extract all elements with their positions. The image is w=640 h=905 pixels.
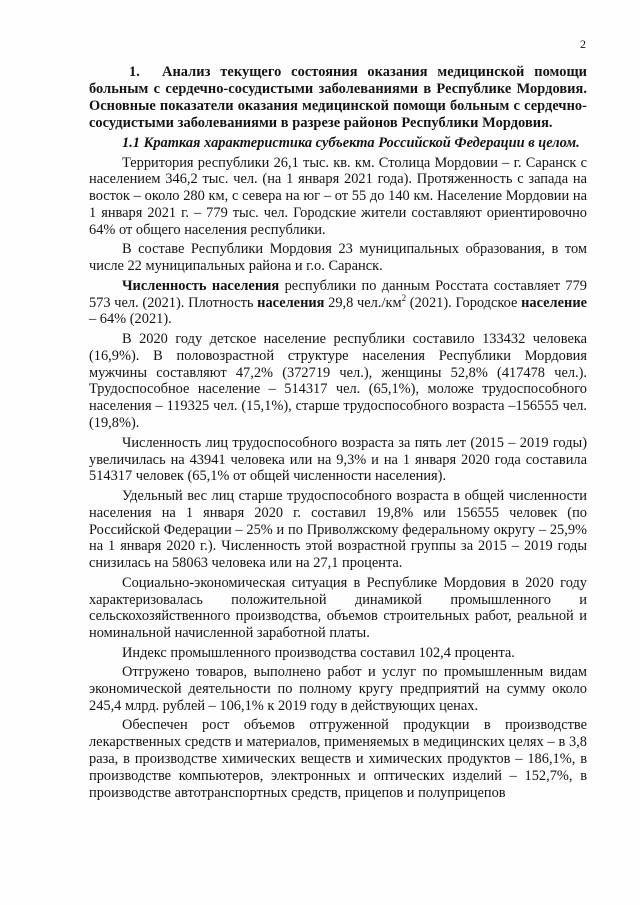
document-body [89,64,587,804]
paragraph-industrial-index: Индекс промышленного производства составил 102,4 процента. [122,644,515,661]
paragraph-shipped-goods: Отгружено товаров, выполнено работ и услуг по промышленным видам экономической деятельности по полному кругу предприятий на сумму около 245,4 млрд. рублей – 106,1% к 2019 году в действующих ценах. [89,663,587,714]
page-number: 2 [580,37,586,51]
paragraph-elderly: Удельный вес лиц старше трудоспособного возраста в общей численности населения на 1 января 2020 г. составил 19,8% или 156555 человек (по Российской Федерации – 25% и по Приволжскому федеральному округу – 25,9% на 1 января 2020 г.). Численность этой возрастной группы за 2015 – 2019 годы снизилась на 58063 человека или на 27,1 процента. [89,487,587,572]
paragraph-territory: Территория республики 26,1 тыс. кв. км. Столица Мордовии – г. Саранск с населением 346,2 тыс. чел. (на 1 января 2021 года). Протяженность с запада на восток – около 280 км, с севера на юг – от 55 до 140 км. Население Мордовии на 1 января 2021 г. – 779 тыс. чел. Городские жители составляют ориентировочно 64% от общего населения республики. [89,154,587,239]
population-text-1: республики по данным Росстата составляет 779 573 чел. (2021). Плотность [89,277,587,311]
subsection-heading: 1.1 Краткая характеристика субъекта Российской Федерации в целом. [122,134,580,151]
population-text-2: 29,8 чел./км [324,294,402,311]
paragraph-municipalities: В составе Республики Мордовия 23 муниципальных образования, в том числе 22 муниципальных района и г.о. Саранск. [89,241,587,275]
superscript-2: 2 [401,292,407,303]
paragraph-economy: Социально-экономическая ситуация в Республике Мордовия в 2020 году характеризовалась положительной динамикой промышленного и сельскохозяйственного производства, объемов строительных работ, реальной и номинальной начисленной заработной платы. [89,574,587,642]
section-number: 1. [129,64,140,80]
paragraph-working-age: Численность лиц трудоспособного возраста за пять лет (2015 – 2019 годы) увеличилась на 43941 человека или на 9,3% и на 1 января 2020 года составила 514317 человек (65,1% от общей численности населения). [89,434,587,485]
urban-term: население [521,294,587,311]
population-text-4: – 64% (2021). [89,311,172,328]
section-heading [89,64,587,132]
density-term: населения [257,294,325,311]
population-term: Численность населения [122,277,280,294]
section-title: Анализ текущего состояния оказания медицинской помощи больным с сердечно-сосудистыми заболеваниями в Республике Мордовия. Основные показатели оказания медицинской помощи больным с сердечно-сосудистыми заболеваниями в разрезе районов Республики Мордовия. [89,64,587,131]
population-text-3: (2021). Городское [406,294,522,311]
paragraph-production-growth: Обеспечен рост объемов отгруженной продукции в производстве лекарственных средств и материалов, применяемых в медицинских целях – в 3,8 раза, в производстве химических веществ и химических продуктов – 186,1%, в производстве компьютеров, электронных и оптических изделий – 152,7%, в производстве автотранспортных средств, прицепов и полуприцепов [89,717,587,801]
paragraph-population [89,278,587,329]
paragraph-demographics: В 2020 году детское население республики составило 133432 человека (16,9%). В половозрастной структуре населения Республики Мордовия мужчины составляют 47,2% (372719 чел.), женщины 52,8% (417478 чел.). Трудоспособное население – 514317 чел. (65,1%), моложе трудоспособного населения – 119325 чел. (15,1%), старше трудоспособного возраста –156555 чел. (19,8%). [89,330,587,432]
